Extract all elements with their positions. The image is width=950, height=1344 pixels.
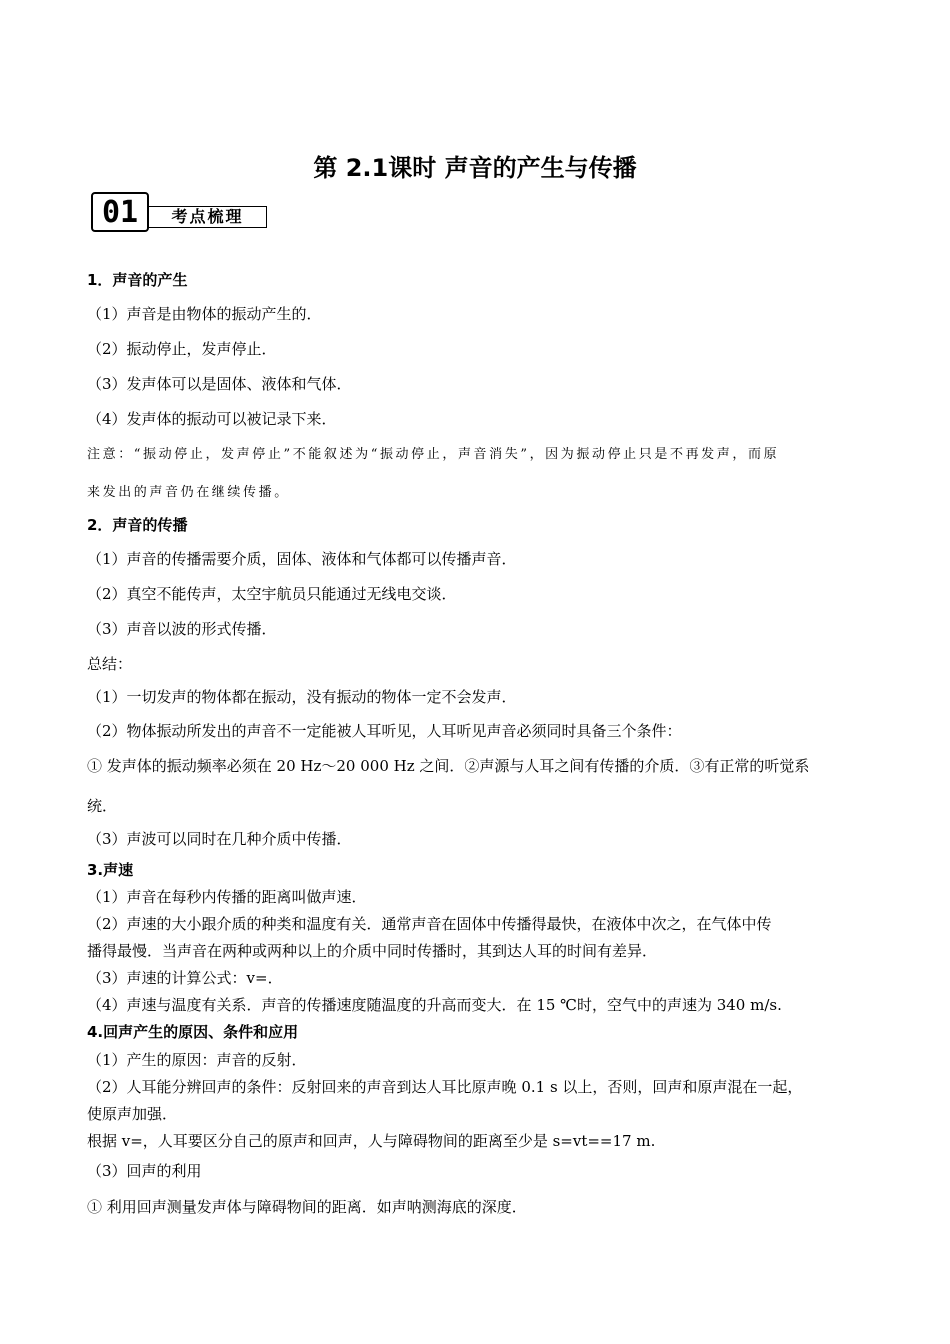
text-line: （2）物体振动所发出的声音不一定能被人耳听见，人耳听见声音必须同时具备三个条件： <box>87 722 682 740</box>
text-line: （2）声速的大小跟介质的种类和温度有关．通常声音在固体中传播得最快，在液体中次之，在气体中传 <box>87 915 772 933</box>
text-line: 使原声加强． <box>87 1105 178 1123</box>
text-line: （4）发声体的振动可以被记录下来． <box>87 410 337 428</box>
text-line: （3）声速的计算公式：v=． <box>87 969 283 987</box>
section-label: 考点梳理 <box>149 206 267 228</box>
text-line: ① 发声体的振动频率必须在 20 Hz～20 000 Hz 之间．②声源与人耳之间有传播的介质．③有正常的听觉系 <box>87 757 810 775</box>
text-line: （3）回声的利用 <box>87 1162 202 1180</box>
text-line: （3）发声体可以是固体、液体和气体． <box>87 375 352 393</box>
section-number: 01 <box>91 192 149 232</box>
text-line: （2）人耳能分辨回声的条件：反射回来的声音到达人耳比原声晚 0.1 s 以上，否则，回声和原声混在一起， <box>87 1078 803 1096</box>
text-line: （4）声速与温度有关系．声音的传播速度随温度的升高而变大．在 15 ℃时，空气中的声速为 340 m/s. <box>87 996 782 1014</box>
page-title: 第 2.1课时 声音的产生与传播 <box>313 154 637 182</box>
heading-sound-propagation: 2．声音的传播 <box>87 516 188 534</box>
text-line: （3）声音以波的形式传播． <box>87 620 277 638</box>
text-line: 播得最慢．当声音在两种或两种以上的介质中同时传播时，其到达人耳的时间有差异． <box>87 942 658 960</box>
note-line: 注意：“振动停止，发声停止”不能叙述为“振动停止，声音消失”，因为振动停止只是不再发声，而原 <box>87 447 780 462</box>
text-line: （1）声音的传播需要介质，固体、液体和气体都可以传播声音． <box>87 550 517 568</box>
heading-sound-production: 1．声音的产生 <box>87 271 188 289</box>
text-line: 统． <box>87 797 118 815</box>
heading-echo: 4.回声产生的原因、条件和应用 <box>87 1023 299 1041</box>
summary-label: 总结： <box>87 655 133 673</box>
text-line: （1）产生的原因：声音的反射． <box>87 1051 307 1069</box>
text-line: 根据 v=，人耳要区分自己的原声和回声，人与障碍物间的距离至少是 s=vt==17 m. <box>87 1132 656 1150</box>
text-line: （2）真空不能传声，太空宇航员只能通过无线电交谈． <box>87 585 457 603</box>
text-line: （1）声音在每秒内传播的距离叫做声速． <box>87 888 367 906</box>
text-line: （2）振动停止，发声停止． <box>87 340 277 358</box>
text-line: （1）声音是由物体的振动产生的． <box>87 305 322 323</box>
section-badge <box>91 192 269 234</box>
text-line: （1）一切发声的物体都在振动，没有振动的物体一定不会发声． <box>87 688 517 706</box>
text-line: （3）声波可以同时在几种介质中传播． <box>87 830 352 848</box>
note-line: 来发出的声音仍在继续传播。 <box>87 485 290 500</box>
text-line: ① 利用回声测量发声体与障碍物间的距离．如声呐测海底的深度． <box>87 1198 527 1216</box>
heading-sound-speed: 3.声速 <box>87 861 134 879</box>
